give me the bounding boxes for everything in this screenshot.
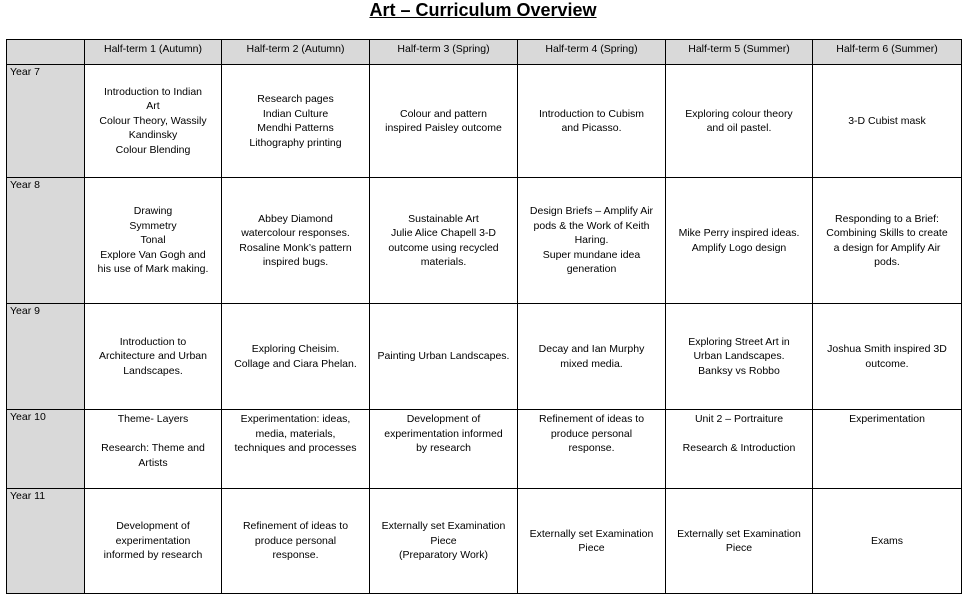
table-row — [7, 304, 962, 410]
cell-text-line: 3-D Cubist mask — [848, 114, 926, 127]
cell-text-line: response. — [272, 549, 319, 562]
cell-text-line: mixed media. — [560, 357, 623, 370]
cell-text-line: Externally set Examination — [529, 527, 654, 540]
header-half-term-6: Half-term 6 (Summer) — [813, 40, 962, 65]
cell-text-line: informed by research — [103, 549, 203, 562]
cell-text-line: Mike Perry inspired ideas. — [678, 227, 800, 239]
cell-text-line: Landscapes. — [123, 364, 183, 377]
cell-text-line: Development of — [406, 413, 481, 425]
table-cell — [813, 178, 962, 304]
blank-line — [669, 427, 809, 442]
year-label: Year 7 — [7, 65, 85, 178]
year-label: Year 11 — [7, 489, 85, 594]
table-row — [7, 410, 962, 489]
table-cell — [370, 65, 518, 178]
cell-text-line: Piece — [725, 542, 753, 554]
cell-text-line: Exploring Cheisim. — [251, 343, 340, 355]
cell-text-line: inspired Paisley outcome — [385, 122, 502, 134]
cell-text-line: media, materials, — [255, 427, 336, 440]
cell-text-line: Painting Urban Landscapes. — [377, 350, 510, 363]
table-cell — [666, 410, 813, 489]
cell-text-line: Exams — [870, 534, 904, 547]
table-cell — [85, 178, 222, 304]
table-cell — [666, 178, 813, 304]
cell-text-line: Theme- Layers — [117, 413, 189, 425]
cell-text-line: Banksy vs Robbo — [698, 364, 780, 377]
cell-text-line: response. — [568, 442, 615, 454]
table-cell — [666, 304, 813, 410]
table-cell — [370, 410, 518, 489]
table-cell — [370, 304, 518, 410]
cell-text-line: Urban Landscapes. — [693, 350, 785, 363]
table-cell — [222, 65, 370, 178]
cell-text-line: Research: Theme and — [101, 442, 205, 454]
cell-text-line: his use of Mark making. — [97, 263, 209, 276]
cell-text-line: and oil pastel. — [706, 122, 772, 134]
cell-text-line: Indian Culture — [262, 107, 329, 120]
cell-text-line: Colour Theory, Wassily — [99, 114, 207, 127]
cell-text-line: Architecture and Urban — [99, 350, 207, 363]
cell-text-line: Development of — [116, 520, 190, 533]
table-cell — [370, 178, 518, 304]
cell-text-line: Sustainable Art — [408, 212, 479, 225]
curriculum-table — [6, 39, 962, 594]
cell-text-line: pods. — [874, 256, 900, 268]
table-cell — [666, 489, 813, 594]
table-cell — [518, 410, 666, 489]
cell-text-line: Research pages — [257, 93, 334, 105]
cell-text-line: Refinement of ideas to — [538, 413, 645, 425]
cell-text-line: (Preparatory Work) — [398, 549, 489, 562]
cell-text-line: Unit 2 – Portraiture — [694, 413, 784, 425]
header-half-term-4: Half-term 4 (Spring) — [518, 40, 666, 65]
cell-text-line: Decay and Ian Murphy — [538, 343, 645, 355]
header-corner-cell — [7, 40, 85, 65]
cell-text-line: Collage and Ciara Phelan. — [234, 357, 357, 370]
table-cell — [813, 304, 962, 410]
cell-text-line: experimentation — [115, 534, 191, 547]
table-cell — [813, 489, 962, 594]
table-cell — [222, 410, 370, 489]
table-cell — [813, 65, 962, 178]
cell-text-line: Explore Van Gogh and — [100, 248, 206, 261]
table-cell — [518, 65, 666, 178]
table-cell — [518, 178, 666, 304]
cell-text-line: pods & the Work of Keith — [533, 219, 650, 232]
table-cell — [370, 489, 518, 594]
cell-text-line: Combining Skills to create — [826, 227, 948, 239]
table-row — [7, 65, 962, 178]
year-label: Year 8 — [7, 178, 85, 304]
cell-text-line: generation — [566, 263, 617, 276]
cell-text-line: Piece — [578, 542, 605, 554]
cell-text-line: outcome using recycled — [388, 241, 499, 254]
cell-text-line: Art — [146, 100, 160, 113]
cell-text-line: Design Briefs – Amplify Air — [529, 205, 654, 218]
cell-text-line: materials. — [420, 256, 467, 268]
table-cell — [518, 304, 666, 410]
cell-text-line: Joshua Smith inspired 3D — [827, 343, 947, 355]
cell-text-line: Amplify Logo design — [691, 241, 787, 254]
cell-text-line: Tonal — [140, 234, 166, 247]
table-cell — [85, 65, 222, 178]
cell-text-line: Lithography printing — [249, 136, 342, 149]
table-cell — [813, 410, 962, 489]
cell-text-line: by research — [416, 442, 471, 454]
cell-text-line: experimentation informed — [384, 427, 503, 440]
cell-text-line: Research & Introduction — [682, 442, 796, 454]
cell-text-line: Julie Alice Chapell 3-D — [390, 227, 497, 239]
cell-text-line: Experimentation — [849, 413, 925, 425]
year-label: Year 9 — [7, 304, 85, 410]
table-cell — [518, 489, 666, 594]
cell-text-line: Introduction to — [119, 335, 187, 348]
table-cell — [85, 410, 222, 489]
header-row — [7, 40, 962, 65]
cell-text-line: produce personal — [254, 534, 337, 547]
cell-text-line: Rosaline Monk’s pattern — [239, 241, 352, 254]
page-title: Art – Curriculum Overview — [369, 0, 597, 20]
cell-text-line: Haring. — [574, 234, 609, 247]
header-half-term-5: Half-term 5 (Summer) — [666, 40, 813, 65]
cell-text-line: produce personal — [550, 427, 633, 440]
header-half-term-3: Half-term 3 (Spring) — [370, 40, 518, 65]
table-row — [7, 489, 962, 594]
cell-text-line: Exploring colour theory — [685, 107, 793, 120]
year-label: Year 10 — [7, 410, 85, 489]
table-cell — [85, 489, 222, 594]
cell-text-line: Mendhi Patterns — [257, 122, 334, 134]
table-cell — [222, 178, 370, 304]
cell-text-line: Abbey Diamond — [258, 212, 333, 225]
cell-text-line: inspired bugs. — [262, 256, 329, 268]
table-cell — [222, 489, 370, 594]
blank-line — [88, 427, 218, 442]
cell-text-line: Exploring Street Art in — [688, 335, 790, 348]
table-cell — [666, 65, 813, 178]
cell-text-line: and Picasso. — [561, 122, 622, 134]
cell-text-line: Experimentation: ideas, — [240, 413, 351, 425]
cell-text-line: Kandinsky — [128, 129, 178, 142]
table-cell — [85, 304, 222, 410]
cell-text-line: a design for Amplify Air — [833, 241, 941, 254]
header-half-term-2: Half-term 2 (Autumn) — [222, 40, 370, 65]
cell-text-line: techniques and processes — [234, 442, 357, 454]
header-half-term-1: Half-term 1 (Autumn) — [85, 40, 222, 65]
cell-text-line: Refinement of ideas to — [242, 520, 349, 533]
cell-text-line: Externally set Examination — [677, 527, 801, 540]
cell-text-line: Artists — [138, 456, 168, 469]
cell-text-line: Piece — [430, 534, 457, 547]
cell-text-line: Colour and pattern — [400, 107, 487, 120]
table-cell — [222, 304, 370, 410]
table-row — [7, 178, 962, 304]
cell-text-line: Responding to a Brief: — [835, 212, 939, 225]
cell-text-line: Introduction to Cubism — [538, 107, 645, 120]
cell-text-line: Introduction to Indian — [103, 85, 203, 98]
cell-text-line: outcome. — [865, 357, 909, 370]
cell-text-line: Symmetry — [129, 219, 177, 232]
cell-text-line: Colour Blending — [115, 143, 191, 156]
cell-text-line: watercolour responses. — [241, 227, 350, 239]
cell-text-line: Super mundane idea — [542, 248, 641, 261]
cell-text-line: Drawing — [133, 205, 173, 218]
cell-text-line: Externally set Examination — [381, 520, 506, 533]
